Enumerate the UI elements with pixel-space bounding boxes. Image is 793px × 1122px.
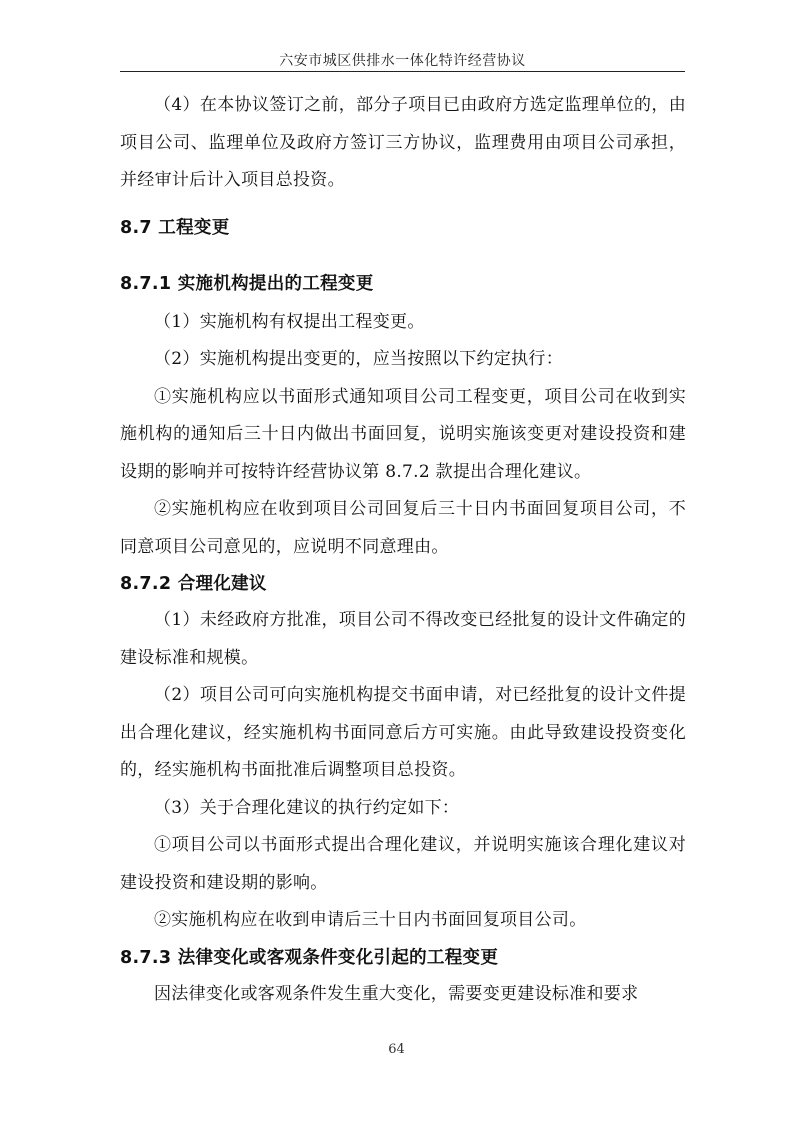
- section-heading-8-7: 8.7 工程变更: [120, 217, 230, 238]
- paragraph: （1）未经政府方批准，项目公司不得改变已经批复的设计文件确定的建设标准和规模。: [120, 610, 686, 668]
- document-body: [120, 87, 686, 1013]
- paragraph: ①实施机构应以书面形式通知项目公司工程变更，项目公司在收到实施机构的通知后三十日内做出书面回复，说明实施该变更对建设投资和建设期的影响并可按特许经营协议第 8.7.2 款提出合理化建议。: [120, 386, 686, 482]
- section-heading-8-7-1: 8.7.1 实施机构提出的工程变更: [120, 273, 374, 294]
- section-heading-8-7-3: 8.7.3 法律变化或客观条件变化引起的工程变更: [120, 947, 499, 968]
- paragraph: ②实施机构应在收到申请后三十日内书面回复项目公司。: [154, 910, 587, 930]
- paragraph: （3）关于合理化建议的执行约定如下：: [154, 797, 460, 818]
- paragraph: （4）在本协议签订之前，部分子项目已由政府方选定监理单位的，由项目公司、监理单位及政府方签订三方协议，监理费用由项目公司承担，并经审计后计入项目总投资。: [120, 95, 686, 190]
- paragraph: （2）实施机构提出变更的，应当按照以下约定执行：: [154, 349, 564, 369]
- page-number: 64: [388, 1042, 405, 1057]
- paragraph: ②实施机构应在收到项目公司回复后三十日内书面回复项目公司，不同意项目公司意见的，应说明不同意理由。: [120, 499, 686, 557]
- paragraph: （2）项目公司可向实施机构提交书面申请，对已经批复的设计文件提出合理化建议，经实施机构书面同意后方可实施。由此导致建设投资变化的，经实施机构书面批准后调整项目总投资。: [120, 685, 686, 780]
- paragraph: （1）实施机构有权提出工程变更。: [154, 311, 425, 332]
- paragraph: ①项目公司以书面形式提出合理化建议，并说明实施该合理化建议对建设投资和建设期的影响。: [120, 835, 686, 893]
- page-header-title: 六安市城区供排水一体化特许经营协议: [279, 53, 526, 69]
- paragraph: 因法律变化或客观条件发生重大变化，需要变更建设标准和要求: [154, 983, 639, 1004]
- header-rule: [120, 71, 685, 72]
- section-heading-8-7-2: 8.7.2 合理化建议: [120, 574, 267, 594]
